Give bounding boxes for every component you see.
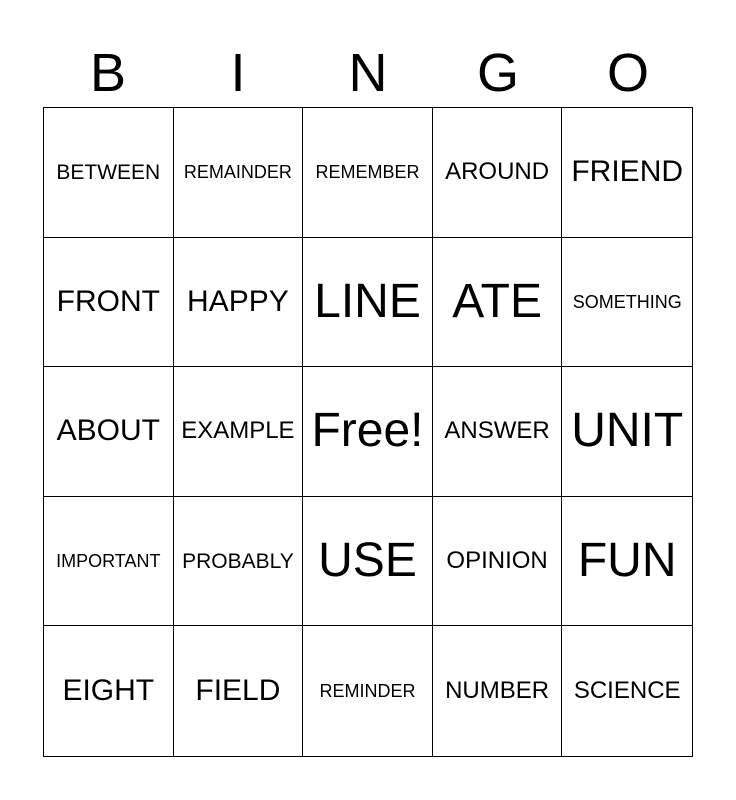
bingo-cell: REMAINDER [174, 108, 304, 238]
bingo-cell: USE [303, 497, 433, 627]
bingo-cell: EIGHT [44, 626, 174, 756]
bingo-cell: NUMBER [433, 626, 563, 756]
bingo-cell: IMPORTANT [44, 497, 174, 627]
header-letter-g: G [476, 43, 519, 103]
bingo-cell: LINE [303, 238, 433, 368]
bingo-cell: OPINION [433, 497, 563, 627]
header-letter-n: N [348, 43, 388, 103]
bingo-cell: ABOUT [44, 367, 174, 497]
bingo-cell: BETWEEN [44, 108, 174, 238]
bingo-cell: PROBABLY [174, 497, 304, 627]
bingo-cell: HAPPY [174, 238, 304, 368]
bingo-cell: SOMETHING [562, 238, 692, 368]
bingo-cell: REMEMBER [303, 108, 433, 238]
bingo-cell: UNIT [562, 367, 692, 497]
bingo-cell: EXAMPLE [174, 367, 304, 497]
header-letter-o: O [606, 43, 649, 103]
bingo-cell: FIELD [174, 626, 304, 756]
free-space-cell: Free! [303, 367, 433, 497]
bingo-cell: ATE [433, 238, 563, 368]
bingo-cell: SCIENCE [573, 677, 681, 705]
bingo-cell: AROUND [433, 108, 563, 238]
header-letter-i: I [230, 43, 246, 103]
bingo-header [43, 38, 693, 108]
bingo-board [43, 107, 693, 757]
bingo-cell: REMINDER [303, 626, 433, 756]
bingo-cell: ANSWER [433, 367, 563, 497]
bingo-cell: FRONT [44, 238, 174, 368]
header-letter-b: B [89, 43, 127, 103]
bingo-cell: FRIEND [562, 108, 692, 238]
bingo-cell: FUN [562, 497, 692, 627]
